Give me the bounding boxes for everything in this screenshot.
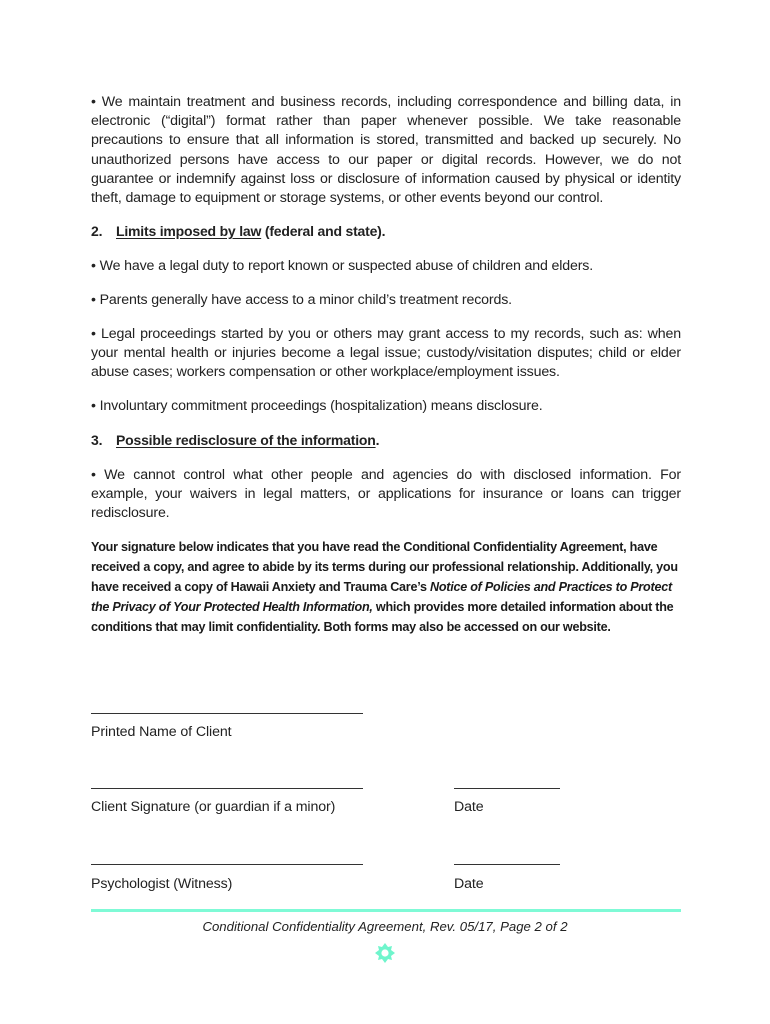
psychologist-date-label: Date bbox=[454, 876, 484, 892]
signature-notice bbox=[91, 537, 683, 637]
client-date-label: Date bbox=[454, 799, 484, 815]
notice-text-end: which provides more detailed information about the conditions that may limit confidentiality. Both forms may also be accessed on our website. bbox=[91, 600, 674, 634]
client-signature-line[interactable] bbox=[91, 788, 363, 789]
section-title-suffix: (federal and state). bbox=[261, 223, 386, 239]
records-paragraph: • We maintain treatment and business records, including correspondence and billing data, in electronic (“digital”) format rather than paper whenever possible. We take reasonable precautions to ensure that all information is stored, transmitted and backed up securely. No unauthorized persons have access to our paper or digital records. However, we do not guarantee or indemnify against loss or disclosure of information caused by physical or identity theft, damage to equipment or storage systems, or other events beyond our control. bbox=[91, 94, 681, 207]
psychologist-label: Psychologist (Witness) bbox=[91, 876, 233, 892]
list-item: • Involuntary commitment proceedings (hospitalization) means disclosure. bbox=[91, 398, 543, 414]
section-number: 2. bbox=[91, 223, 103, 239]
notice-document-title: Notice of Policies and Practices to Protect the Privacy of Your Protected Health Information, bbox=[91, 580, 672, 614]
flower-logo-icon bbox=[374, 942, 396, 964]
footer-rule bbox=[91, 909, 681, 912]
client-date-line[interactable] bbox=[454, 788, 560, 789]
printed-name-label: Printed Name of Client bbox=[91, 724, 232, 740]
notice-text: Your signature below indicates that you have read the Conditional Confidentiality Agreement, have received a copy, and agree to abide by its terms during our professional relationship. Additionally, you have received a copy of Hawaii Anxiety and Trauma Care’s bbox=[91, 540, 678, 594]
list-item: • We have a legal duty to report known or suspected abuse of children and elders. bbox=[91, 258, 594, 274]
list-item: • We cannot control what other people and agencies do with disclosed information. For example, your waivers in legal matters, or applications for insurance or loans can trigger redisclosure. bbox=[91, 467, 681, 522]
section-title: Limits imposed by law bbox=[116, 223, 262, 239]
list-item: • Legal proceedings started by you or others may grant access to my records, such as: when your mental health or injuries become a legal issue; custody/visitation disputes; child or elder abuse cases; workers compensation or other workplace/employment issues. bbox=[91, 326, 681, 381]
section-number: 3. bbox=[91, 432, 103, 448]
psychologist-date-line[interactable] bbox=[454, 864, 560, 865]
list-item: • Parents generally have access to a minor child’s treatment records. bbox=[91, 292, 512, 308]
section-title: Possible redisclosure of the information bbox=[116, 432, 376, 448]
section-title-suffix: . bbox=[375, 432, 380, 448]
section-2-heading bbox=[91, 222, 681, 241]
section-3-heading bbox=[91, 431, 681, 450]
client-signature-label: Client Signature (or guardian if a minor) bbox=[91, 799, 336, 815]
psychologist-signature-line[interactable] bbox=[91, 864, 363, 865]
printed-name-line[interactable] bbox=[91, 713, 363, 714]
footer-text: Conditional Confidentiality Agreement, Rev. 05/17, Page 2 of 2 bbox=[202, 919, 568, 934]
